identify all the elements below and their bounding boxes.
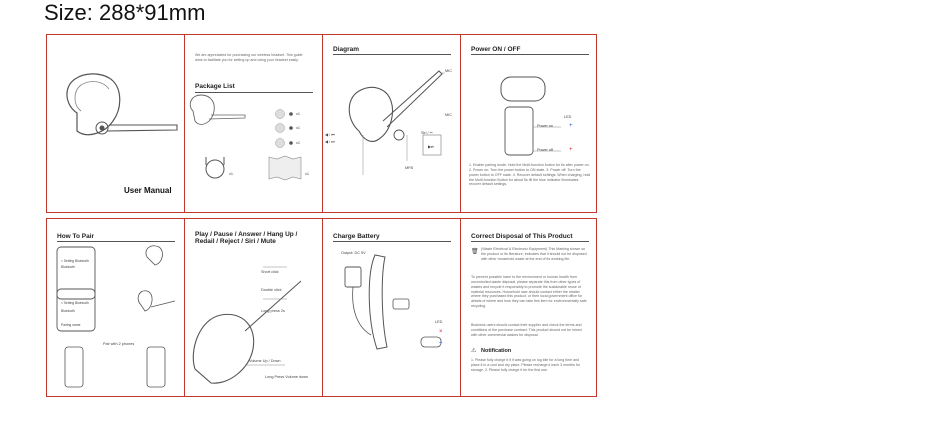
mic-label: MIC xyxy=(445,113,452,117)
power-off-label: Power off xyxy=(537,148,553,152)
charged-indicator-icon: + xyxy=(439,341,443,347)
intro-text: We are appreciated for purchasing our wireless headset. This guide aims to facilitate you for setting up and using your headset easily. xyxy=(195,53,303,62)
led-label: LED xyxy=(564,115,572,119)
manual-sheet-back xyxy=(46,218,597,397)
mfb-label: MFB xyxy=(405,166,414,170)
count-label: x1 xyxy=(305,172,310,176)
warning-icon: ⚠ xyxy=(471,348,477,354)
siri-label: Siri / ✂ xyxy=(421,131,433,135)
play-illustration xyxy=(185,219,323,396)
charge-panel xyxy=(323,219,461,396)
play-title: Play / Pause / Answer / Hang Up / Redail / Reject / Siri / Mute xyxy=(195,231,298,246)
manual-sheet-front xyxy=(46,34,597,213)
manual-title: User Manual xyxy=(124,186,172,195)
notification-title: Notification xyxy=(481,348,512,354)
mute-label: Long Press Volume down xyxy=(265,375,309,379)
disposal-para-1: (Waste Electrical & Electronic Equipment) This Marking shown on the product or its literature, indicates that it should not be disposed with other household waste at the end of its working life. xyxy=(481,247,587,261)
bt-menu-item: Pairing name xyxy=(61,323,81,327)
pair-title: How To Pair xyxy=(57,233,95,240)
bt-menu-item: < Setting Bluetooth xyxy=(61,259,89,263)
pair-panel xyxy=(47,219,185,396)
bt-menu-item: < Setting Bluetooth xyxy=(61,301,89,305)
disposal-para-3: Business users should contact their supplier and check the terms and conditions of the purchase contract. This product should not be mixed with other commercial wastes for disposal. xyxy=(471,323,582,337)
long-press-label: Long press 2s xyxy=(261,309,285,313)
title-underline xyxy=(471,241,589,242)
charging-indicator-icon: × xyxy=(439,329,443,335)
play-panel xyxy=(185,219,323,396)
headset-diagram xyxy=(323,35,461,195)
bt-menu-item: Bluetooth xyxy=(61,309,75,313)
package-panel xyxy=(185,35,323,212)
pair-illustration xyxy=(47,219,185,396)
charge-led-label: LED xyxy=(435,320,443,324)
size-label: Size: 288*91mm xyxy=(44,0,206,25)
volume-label: Volume Up / Down xyxy=(249,359,281,363)
double-click-label: Double click xyxy=(261,288,282,292)
power-steps: 1. Enable pairing mode: Hold the Multi-function button for 6s after power on. 2. Power on: Turn the power button to ON state. 3. Power off: Turn the power button to OFF state. 4. Recover default settings: When charging, hold the Multi-function Button for about 5s till the blue indicator illuminates recover default settings. xyxy=(469,163,591,187)
short-click-label: Short click xyxy=(261,270,279,274)
output-label: Output: DC 5V xyxy=(341,251,366,255)
charge-title: Charge Battery xyxy=(333,233,380,240)
power-illustration xyxy=(461,35,598,165)
volume-down-label: ◀ / ⏮ xyxy=(325,133,335,137)
diagram-panel xyxy=(323,35,461,212)
weee-bin-icon: 🗑 xyxy=(471,249,479,255)
power-panel xyxy=(461,35,598,212)
notification-text: 1. Please fully charge it if it was going on log idle for a long time and place it in a cool and dry place. Please recharge it each 3 months for storage. 2. Please fully charge it for the first use. xyxy=(471,358,581,372)
headset-illustration xyxy=(47,35,185,155)
bt-menu-item: Bluetooth xyxy=(61,265,75,269)
play-label: ▶⏯ xyxy=(428,145,434,149)
mic-label: MIC xyxy=(445,69,452,73)
charge-illustration xyxy=(323,219,461,396)
power-title: Power ON / OFF xyxy=(471,46,521,53)
count-label: x1 xyxy=(296,141,301,145)
count-label: x1 xyxy=(296,126,301,130)
diagram-title: Diagram xyxy=(333,46,360,53)
volume-up-label: ◀ / ⏭ xyxy=(325,140,335,144)
disposal-title: Correct Disposal of This Product xyxy=(471,233,573,240)
two-phones-label: Pair with 2 phones xyxy=(103,342,135,346)
bluetooth-plus-icon: + xyxy=(569,123,573,129)
cover-panel xyxy=(47,35,185,212)
disposal-panel xyxy=(461,219,598,396)
package-items-illustration xyxy=(185,91,323,211)
count-label: x1 xyxy=(229,172,234,176)
power-on-label: Power on xyxy=(537,124,554,128)
disposal-para-2: To prevent possible harm to the environment or human health from uncontrolled waste disposal, please separate this from other types of wastes and recycle it responsibly to promote the sustainable reuse of material resources. Household user should contact either the retailer where they purchased this product, or their local government office for details of where and how they can take this item for environmentally safe recycling. xyxy=(471,275,587,309)
count-label: x1 xyxy=(296,112,301,116)
power-off-plus-icon: + xyxy=(569,147,573,153)
package-title: Package List xyxy=(195,83,235,90)
